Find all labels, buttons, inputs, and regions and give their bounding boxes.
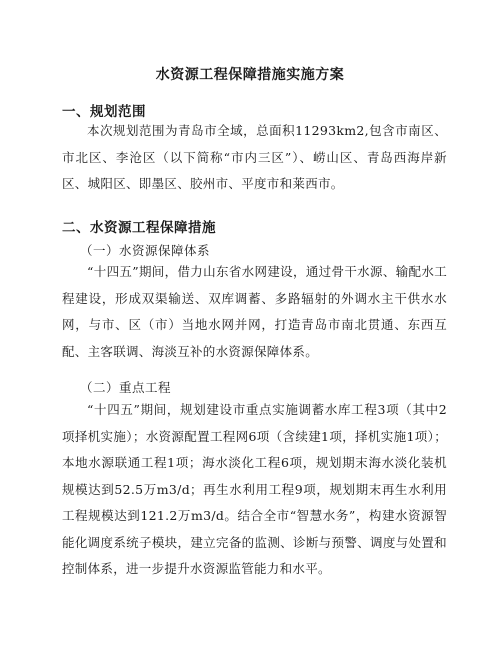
section-heading-scope: 一、规划范围 (62, 104, 146, 120)
document-title: 水资源工程保障措施实施方案 (155, 67, 345, 83)
subheading-support-system: （一）水资源保障体系 (80, 243, 211, 258)
paragraph-support-system: “十四五”期间，借力山东省水网建设，通过骨干水源、输配水工程建设，形成双渠输送、双库调蓄、多路辐射的外调水主干供水水网，与市、区（市）当地水网并网，打造青岛市南北贯通、东西互配、主客联调、海淡互补的水资源保障体系。 (62, 264, 447, 359)
paragraph-key-projects: “十四五”期间，规划建设市重点实施调蓄水库工程3项（其中2项择机实施）；水资源配置工程网6项（含续建1项，择机实施1项）；本地水源联通工程1项；海水淡化工程6项，规划期末海水淡化装机规模达到52.5万m3/d；再生水利用工程9项，规划期末再生水利用工程规模达到121.2万m3/d。结合全市“智慧水务”，构建水资源智能化调度系统子模块，建立完备的监测、诊断与预警、调度与处置和控制体系，进一步提升水资源监管能力和水平。 (62, 402, 447, 576)
subheading-key-projects: （二）重点工程 (80, 380, 172, 395)
paragraph-scope: 本次规划范围为青岛市全域，总面积11293km2,包含市南区、市北区、李沧区（以下简称“市内三区”）、崂山区、青岛西海岸新区、城阳区、即墨区、胶州市、平度市和莱西市。 (62, 123, 447, 191)
section-heading-measures: 二、水资源工程保障措施 (62, 220, 216, 236)
